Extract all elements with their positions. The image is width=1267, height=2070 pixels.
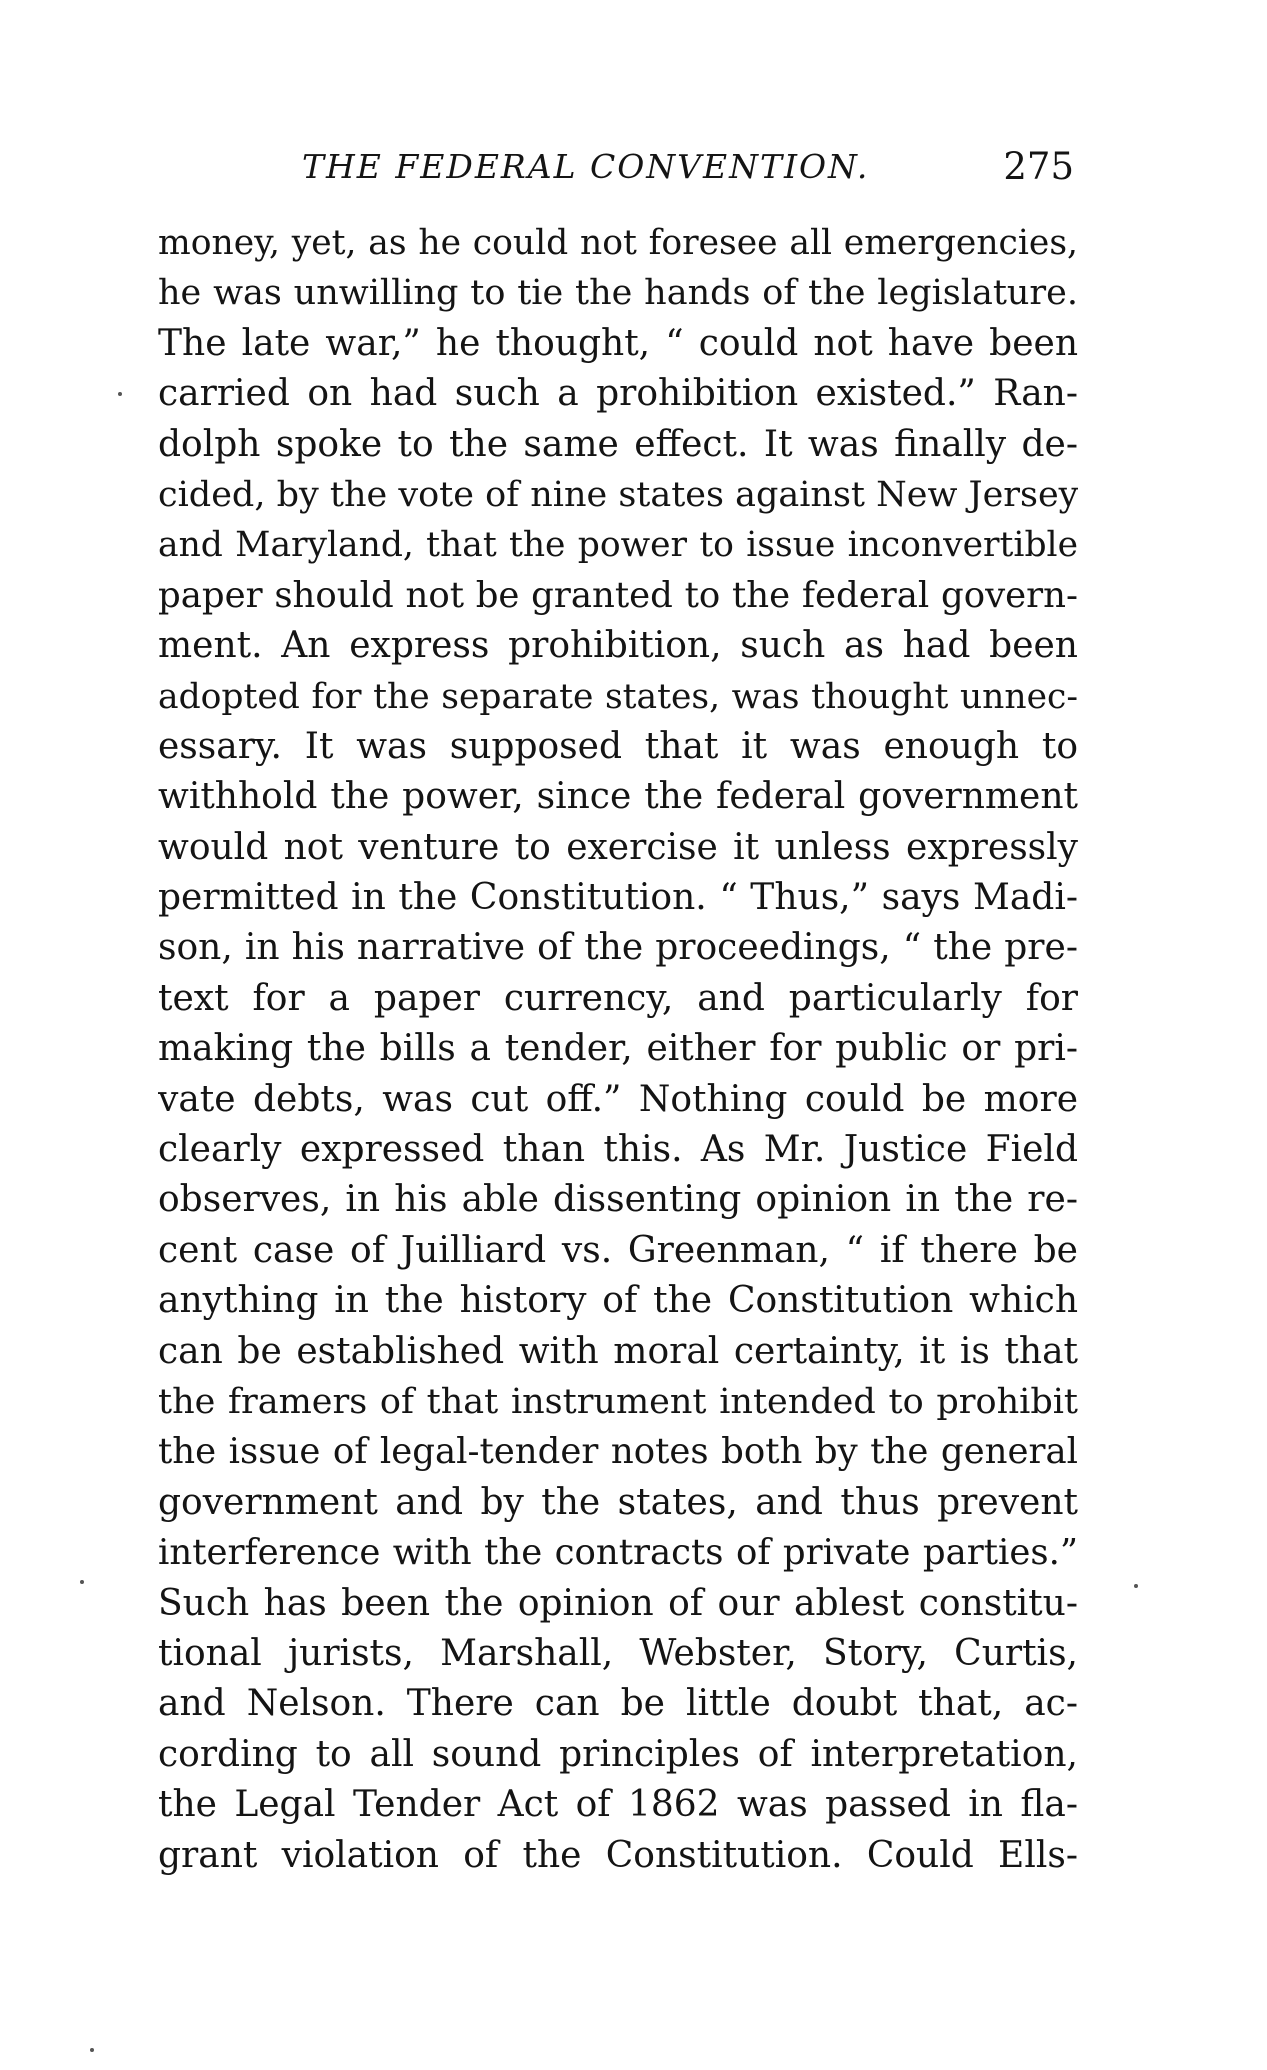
text-line: and Nelson. There can be little doubt that, ac- bbox=[158, 1683, 1078, 1725]
text-line: can be established with moral certainty, it is that bbox=[158, 1330, 1078, 1372]
text-line: the issue of legal-tender notes both by the general bbox=[158, 1431, 1078, 1473]
text-line: The late war,” he thought, “ could not have been bbox=[158, 322, 1078, 364]
text-line: ment. An express prohibition, such as had been bbox=[158, 625, 1078, 667]
text-line: the framers of that instrument intended to prohibit bbox=[158, 1381, 1078, 1422]
text-line: withhold the power, since the federal government bbox=[158, 776, 1078, 818]
text-line: essary. It was supposed that it was enough to bbox=[158, 725, 1078, 767]
text-line: interference with the contracts of private parties.” bbox=[158, 1532, 1078, 1574]
text-line: cided, by the vote of nine states against New Jersey bbox=[158, 474, 1078, 515]
text-line: anything in the history of the Constitution which bbox=[158, 1280, 1078, 1322]
text-line: dolph spoke to the same effect. It was finally de- bbox=[158, 423, 1078, 465]
print-speck bbox=[118, 392, 122, 396]
text-line: son, in his narrative of the proceedings, “ the pre- bbox=[158, 927, 1078, 969]
body-text bbox=[158, 218, 1078, 1881]
text-line: Such has been the opinion of our ablest constitu- bbox=[158, 1582, 1078, 1624]
text-line: and Maryland, that the power to issue inconvertible bbox=[158, 525, 1078, 566]
text-line: making the bills a tender, either for public or pri- bbox=[158, 1028, 1078, 1070]
text-line: vate debts, was cut off.” Nothing could be more bbox=[158, 1078, 1078, 1120]
text-line: the Legal Tender Act of 1862 was passed in fla- bbox=[158, 1784, 1078, 1826]
text-line: cent case of Juilliard vs. Greenman, “ if there be bbox=[158, 1229, 1078, 1271]
text-line: government and by the states, and thus prevent bbox=[158, 1481, 1078, 1523]
text-line: cording to all sound principles of interpretation, bbox=[158, 1733, 1078, 1775]
text-line: clearly expressed than this. As Mr. Justice Field bbox=[158, 1129, 1078, 1171]
print-speck bbox=[90, 2048, 94, 2052]
text-line: permitted in the Constitution. “ Thus,” says Madi- bbox=[158, 877, 1078, 919]
text-line: he was unwilling to tie the hands of the legislature. bbox=[158, 273, 1078, 314]
text-line: paper should not be granted to the federal govern- bbox=[158, 574, 1078, 616]
text-line: adopted for the separate states, was thought unnec- bbox=[158, 676, 1078, 717]
text-line: money, yet, as he could not foresee all emergencies, bbox=[158, 223, 1078, 263]
text-line: grant violation of the Constitution. Could Ells- bbox=[158, 1834, 1078, 1876]
text-line: text for a paper currency, and particularly for bbox=[158, 977, 1078, 1019]
text-line: carried on had such a prohibition existed.” Ran- bbox=[158, 373, 1078, 415]
text-line: would not venture to exercise it unless expressly bbox=[158, 826, 1078, 868]
text-line: tional jurists, Marshall, Webster, Story, Curtis, bbox=[158, 1632, 1078, 1674]
print-speck bbox=[80, 1580, 84, 1584]
running-head bbox=[302, 142, 1074, 192]
print-speck bbox=[1134, 1584, 1138, 1588]
text-line: observes, in his able dissenting opinion in the re- bbox=[158, 1179, 1078, 1221]
running-title: THE FEDERAL CONVENTION. bbox=[302, 147, 870, 186]
page-number: 275 bbox=[1003, 145, 1074, 188]
